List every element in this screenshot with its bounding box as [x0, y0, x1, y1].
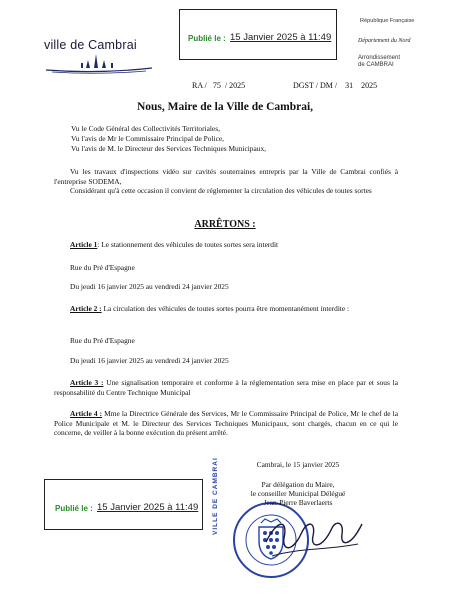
arrondissement-line-1: Arrondissement	[358, 55, 401, 61]
article-1	[70, 240, 400, 250]
signature-line-1: Par délégation du Maire,	[261, 480, 335, 489]
signature-line-2: le conseiller Municipal Délégué	[250, 489, 346, 498]
stamp-bottom-label: Publié le :	[55, 504, 93, 513]
stamp-top-label: Publié le :	[188, 34, 226, 43]
stamp-top-date: 15 Janvier 2025 à 11:49	[230, 32, 332, 43]
article-1-period: Du jeudi 16 janvier 2025 au vendredi 24 janvier 2025	[70, 282, 229, 291]
article-2	[54, 304, 398, 314]
article-3-label: Article 3 :	[70, 378, 104, 387]
logo-skyline-icon	[44, 52, 154, 74]
page-title: Nous, Maire de la Ville de Cambrai,	[136, 101, 314, 113]
arrondissement-label	[358, 55, 400, 69]
article-2-text: La circulation des véhicules de toutes sortes pourra être momentanément interdite :	[101, 304, 350, 313]
signature-place-date: Cambrai, le 15 janvier 2025	[256, 460, 340, 469]
considerant-1: Vu les travaux d'inspections vidéo sur cavités souterraines entrepris par la Ville de Cambrai confiés à l'entreprise SODEMA,	[54, 167, 398, 186]
article-4	[54, 409, 398, 438]
visa-line: Vu l'avis de M. le Directeur des Services Techniques Municipaux,	[71, 144, 267, 153]
handwritten-signature	[258, 498, 368, 568]
arrondissement-line-2: de CAMBRAI	[358, 62, 394, 68]
article-2-label: Article 2 :	[70, 304, 102, 313]
article-1-street: Rue du Pré d'Espagne	[70, 263, 135, 272]
arretons-heading: ARRÊTONS :	[194, 219, 256, 230]
department-label: Département du Nord	[358, 38, 411, 44]
reference-dgst: DGST / DM / 31 2025	[293, 81, 378, 90]
considerant-block	[54, 167, 398, 196]
logo-text: ville de Cambrai	[44, 38, 137, 52]
article-1-label: Article 1	[70, 240, 98, 249]
visa-line: Vu l'avis de Mr le Commissaire Principal de Police,	[71, 134, 224, 143]
article-4-label: Article 4 :	[70, 409, 103, 418]
article-3	[54, 378, 398, 397]
stamp-bottom-date: 15 Janvier 2025 à 11:49	[97, 502, 199, 513]
article-1-text: : Le stationnement des véhicules de toutes sortes sera interdit	[97, 240, 279, 249]
article-4-text: Mme la Directrice Générale des Services, Mr le Commissaire Principal de Police, Mr le chef de la Police Municipale et M. le Directeur des Services Techniques Municipaux, sont chargés, chacun en ce qui le concerne, de veiller à la bonne exécution du présent arrêté.	[54, 409, 398, 438]
considerant-2: Considérant qu'à cette occasion il convient de réglementer la circulation des véhicules de toutes sortes	[70, 186, 372, 196]
seal-text: VILLE DE CAMBRAI	[212, 457, 219, 535]
publication-stamp-top	[179, 9, 337, 60]
republic-label: République Française	[360, 18, 415, 24]
signature-line-3: Jean-Pierre Baverlaerts	[263, 498, 333, 507]
city-logo	[44, 30, 154, 76]
article-2-period: Du jeudi 16 janvier 2025 au vendredi 24 janvier 2025	[70, 356, 229, 365]
publication-stamp-bottom	[44, 479, 203, 530]
article-2-street: Rue du Pré d'Espagne	[70, 336, 135, 345]
visa-line: Vu le Code Général des Collectivités Territoriales,	[71, 124, 220, 133]
reference-ra: RA / 75 / 2025	[192, 81, 246, 90]
visas-block	[71, 124, 391, 154]
article-3-text: Une signalisation temporaire et conforme à la réglementation sera mise en place par et sous la responsabilité du Centre Technique Municipal	[54, 378, 398, 397]
